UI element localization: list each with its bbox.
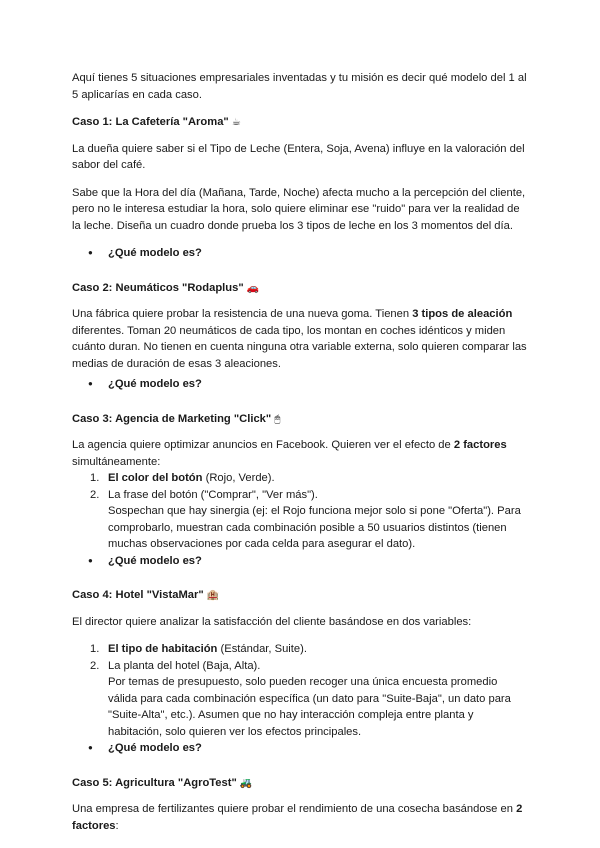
intro-paragraph: Aquí tienes 5 situaciones empresariales inventadas y tu misión es decir qué modelo del 1 al 5 aplicarías en cada caso. [72,72,527,101]
car-icon: 🚗 [246,282,260,294]
case-4-factor-2 [72,658,528,741]
case-4-factor-1-bold: El tipo de habitación [108,643,218,655]
case-3-factor-1-rest: (Rojo, Verde). [202,472,275,484]
case-4-factor-2-number: 2. [90,659,100,672]
case-5-paragraph [72,801,528,834]
case-5-text-start: Una empresa de fertilizantes quiere probar el rendimiento de una cosecha basándose en [72,803,517,815]
case-3-factor-2-line-2: Sospechan que hay sinergia (ej: el Rojo funciona mejor solo si pone "Oferta"). Para comprobarlo, muestran cada combinación posible a 50 usuarios distintos (tienen muchas observaciones por cada celda para asegurar el dato). [108,505,521,550]
case-3-factor-2-line-1: La frase del botón ("Comprar", "Ver más"). [108,488,318,501]
case-3-text-bold: 2 factores [453,439,507,451]
case-2-question: ● ¿Qué modelo es? [72,376,528,393]
case-3-factor-1 [72,470,528,487]
tractor-icon: 🚜 [239,777,253,789]
case-4-factor-1 [72,641,528,658]
case-4-factor-2-line-1: La planta del hotel (Baja, Alta). [108,659,261,672]
case-1-question: ● ¿Qué modelo es? [72,245,528,262]
case-4-question-list [72,740,528,757]
case-3-title: Caso 3: Agencia de Marketing "Click" [72,412,272,425]
case-4-factor-list [72,641,528,740]
case-5-title: Caso 5: Agricultura "AgroTest" [72,776,237,789]
case-2-title: Caso 2: Neumáticos "Rodaplus" [72,281,244,294]
case-4-question: ● ¿Qué modelo es? [72,740,528,757]
case-1-title: Caso 1: La Cafetería "Aroma" [72,116,229,128]
case-3-text-start: La agencia quiere optimizar anuncios en Facebook. Quieren ver el efecto de [72,439,454,451]
case-4-factor-1-rest: (Estándar, Suite). [217,643,307,655]
mouse-icon: 🖱 [274,413,281,425]
case-1-heading [72,114,528,132]
case-2-text-end: diferentes. Toman 20 neumáticos de cada tipo, los montan en coches idénticos y miden cuánto duran. No tienen en cuenta ninguna otra variable externa, solo quieren comparar las medias de duración de esas 3 aleaciones. [72,324,527,370]
case-3-question-list [72,553,528,570]
case-3-factor-2 [72,487,528,553]
hotel-icon: 🏨 [206,590,220,601]
case-5-text-end: : [115,819,119,832]
case-2-text-bold: 3 tipos de aleación [412,308,513,320]
case-3-text-end: simultáneamente: [72,455,161,468]
case-2-paragraph [72,306,528,372]
case-1-paragraph-1: La dueña quiere saber si el Tipo de Leche (Entera, Soja, Avena) influye en la valoración del sabor del café. [72,142,525,171]
case-2-heading [72,280,528,298]
case-3-question: ● ¿Qué modelo es? [72,553,528,570]
case-4-paragraph: El director quiere analizar la satisfacción del cliente basándose en dos variables: [72,615,472,628]
case-4-title: Caso 4: Hotel "VistaMar" [72,589,204,601]
case-3-factor-2-number: 2. [90,488,100,501]
case-4-factor-2-line-2: Por temas de presupuesto, solo pueden recoger una única encuesta promedio válida para cada combinación específica (un dato para "Suite-Baja", un dato para "Suite-Alta", etc.). Asumen que no hay interacción compleja entre planta y habitación, solo quieren ver los efectos principales. [108,676,511,738]
case-1-question-list [72,245,528,262]
case-1-paragraph-2: Sabe que la Hora del día (Mañana, Tarde, Noche) afecta mucho a la percepción del cliente, pero no le interesa estudiar la hora, solo quiere eliminar ese "ruido" para ver la realidad de la leche. Diseña un cuadro donde prueba los 3 tipos de leche en los 3 momentos del día. [72,186,526,232]
case-3-factor-list [72,470,528,553]
case-3-factor-1-bold: El color del botón [108,472,203,484]
coffee-icon: ☕ [231,117,241,128]
case-5-heading [72,775,528,793]
case-3-heading [72,411,528,429]
case-3-factor-1-number: 1. [90,472,100,484]
case-5-text-bold: 2 factores [72,803,523,832]
case-4-factor-1-number: 1. [90,643,100,655]
case-2-question-list [72,376,528,393]
case-2-text-start: Una fábrica quiere probar la resistencia de una nueva goma. Tienen [72,308,413,320]
case-4-heading [72,587,528,605]
case-3-paragraph [72,437,528,470]
